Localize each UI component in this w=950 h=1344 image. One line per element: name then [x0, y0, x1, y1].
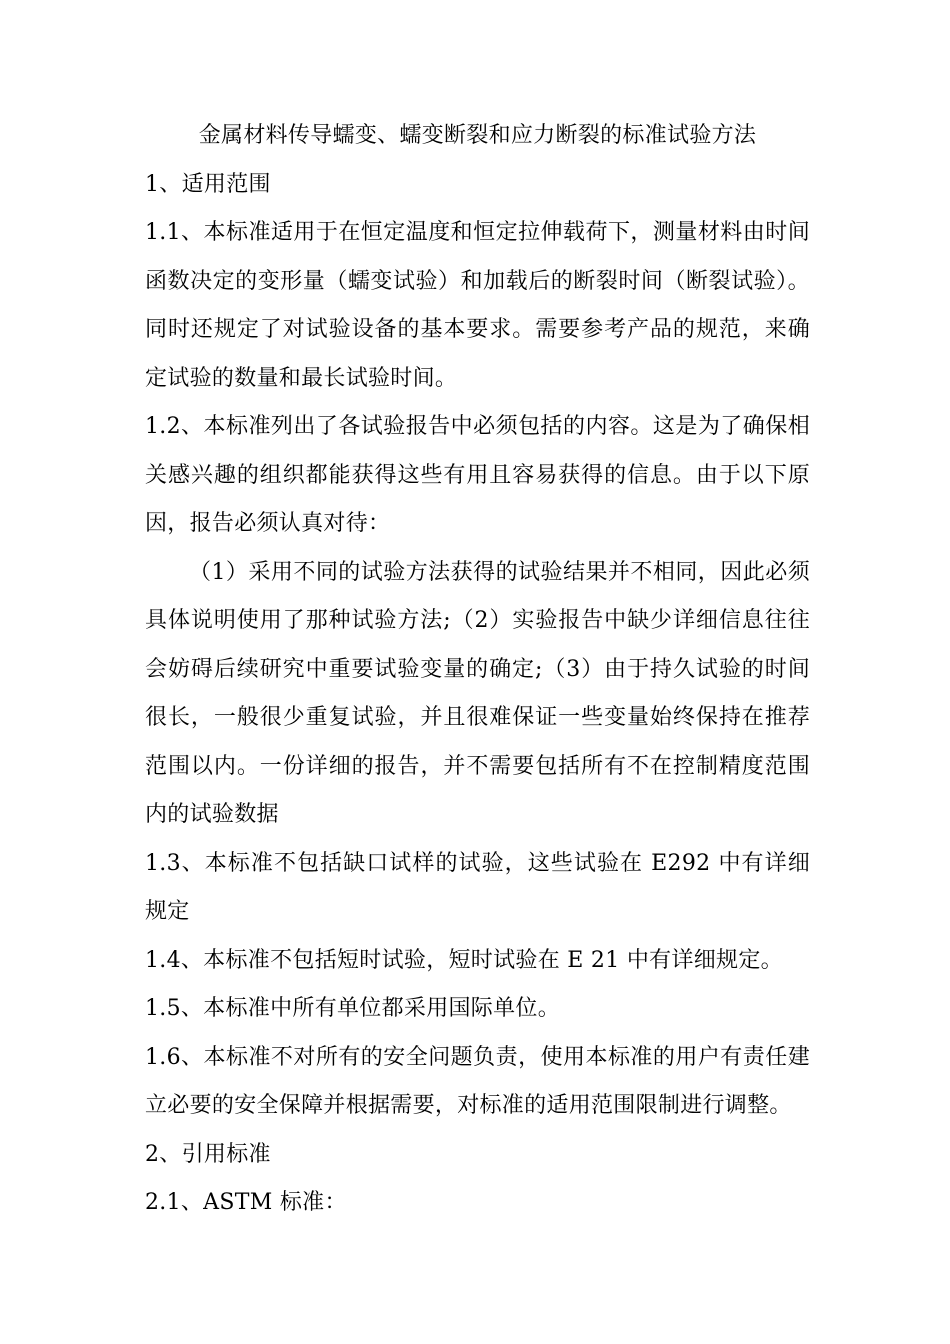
section-2-heading: 2、引用标准	[145, 1141, 271, 1167]
paragraph-1-6: 1.6、本标准不对所有的安全问题负责，使用本标准的用户有责任建立必要的安全保障并根据需要，对标准的适用范围限制进行调整。	[145, 1044, 810, 1118]
paragraph-1-2-reasons: （1）采用不同的试验方法获得的试验结果并不相同，因此必须具体说明使用了那种试验方法;（2）实验报告中缺少详细信息往往会妨碍后续研究中重要试验变量的确定;（3）由于持久试验的时间很长，一般很少重复试验，并且很难保证一些变量始终保持在推荐范围以内。一份详细的报告，并不需要包括所有不在控制精度范围内的试验数据	[145, 559, 810, 827]
document-page	[145, 112, 810, 1228]
paragraph-2-1: 2.1、ASTM 标准：	[145, 1190, 347, 1215]
paragraph-1-2: 1.2、本标准列出了各试验报告中必须包括的内容。这是为了确保相关感兴趣的组织都能获得这些有用且容易获得的信息。由于以下原因，报告必须认真对待：	[145, 414, 810, 536]
paragraph-1-3: 1.3、本标准不包括缺口试样的试验，这些试验在 E292 中有详细规定	[145, 850, 810, 924]
paragraph-1-5: 1.5、本标准中所有单位都采用国际单位。	[145, 996, 560, 1021]
paragraph-1-1: 1.1、本标准适用于在恒定温度和恒定拉伸载荷下，测量材料由时间函数决定的变形量（蠕变试验）和加载后的断裂时间（断裂试验）。同时还规定了对试验设备的基本要求。需要参考产品的规范，来确定试验的数量和最长试验时间。	[145, 220, 810, 391]
paragraph-1-4: 1.4、本标准不包括短时试验，短时试验在 E 21 中有详细规定。	[145, 947, 783, 973]
section-1-heading: 1、适用范围	[145, 171, 271, 197]
document-title: 金属材料传导蠕变、蠕变断裂和应力断裂的标准试验方法	[198, 123, 757, 148]
